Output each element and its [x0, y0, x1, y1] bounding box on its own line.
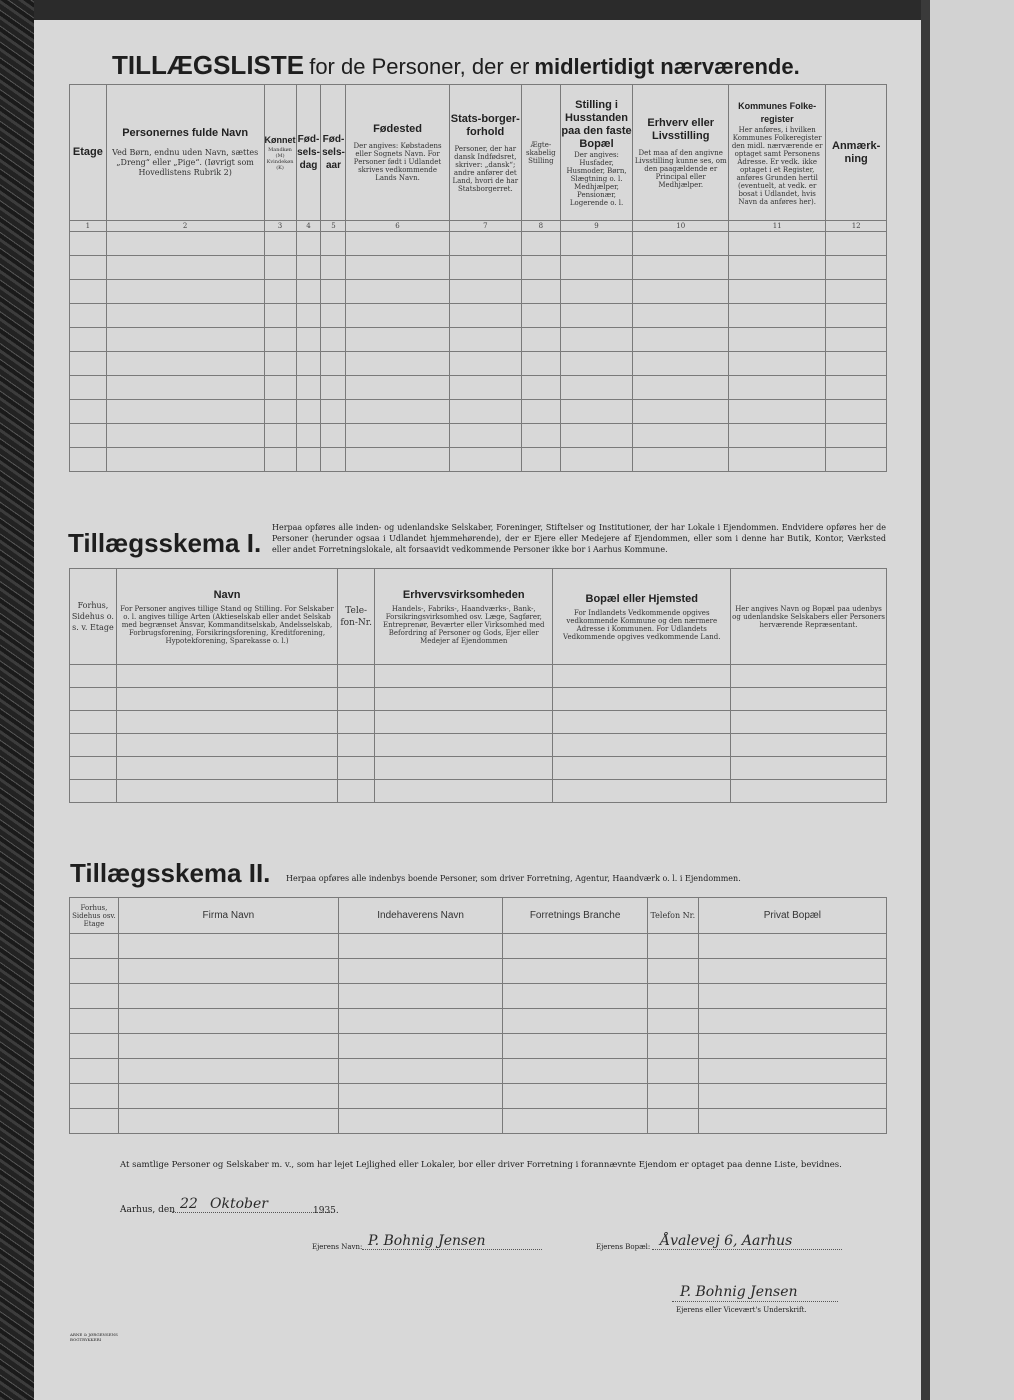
table-row [70, 959, 887, 984]
table-cell[interactable] [522, 424, 561, 448]
table-row [70, 711, 887, 734]
table-cell[interactable] [698, 1109, 886, 1134]
table-cell[interactable] [560, 376, 633, 400]
table-cell[interactable] [118, 959, 338, 984]
table-row [70, 1084, 887, 1109]
table-cell[interactable] [346, 256, 449, 280]
table-cell[interactable] [553, 711, 731, 734]
table-cell[interactable] [70, 352, 107, 376]
section2-title: Tillægsskema II. [70, 858, 271, 888]
section2-text: Herpaa opføres alle indenbys boende Personer, som driver Forretning, Agentur, Haandværk o. l. i Ejendommen. [286, 874, 741, 883]
printer-mark: ARNE & JØRGENSENS BOGTRYKKERI [70, 1332, 118, 1342]
table-cell[interactable] [698, 1034, 886, 1059]
table-cell[interactable] [116, 688, 337, 711]
table-cell[interactable] [346, 304, 449, 328]
table-cell[interactable] [296, 400, 321, 424]
table-row [70, 280, 887, 304]
table-cell[interactable] [296, 256, 321, 280]
col-remarks: Anmærk-ning [826, 85, 887, 221]
table-cell[interactable] [503, 1109, 648, 1134]
table-cell[interactable] [264, 400, 296, 424]
table-cell[interactable] [116, 711, 337, 734]
table-cell[interactable] [321, 424, 346, 448]
s1-col-repr: Her angives Navn og Bopæl paa udenbys og udenlandske Selskabers eller Personers herværende Repræsentant. [731, 569, 887, 665]
table-cell[interactable] [338, 1059, 502, 1084]
table-cell[interactable] [70, 400, 107, 424]
col-citizenship: Stats-borger-forhold Personer, der har dansk Indfødsret, skriver: „dansk“; andre anfører det Land, hvori de har Statsborgerret. [449, 85, 521, 221]
table-cell[interactable] [296, 448, 321, 472]
table-cell[interactable] [729, 424, 826, 448]
table-cell[interactable] [560, 448, 633, 472]
table-cell[interactable] [731, 711, 887, 734]
table-cell[interactable] [553, 757, 731, 780]
signature: P. Bohnig Jensen [680, 1284, 798, 1300]
table-cell[interactable] [70, 984, 119, 1009]
table-cell[interactable] [503, 1084, 648, 1109]
table-row [70, 256, 887, 280]
table-cell[interactable] [553, 665, 731, 688]
table-cell[interactable] [321, 376, 346, 400]
table-cell[interactable] [731, 688, 887, 711]
table-cell[interactable] [826, 448, 887, 472]
table-cell[interactable] [633, 400, 729, 424]
table-cell[interactable] [70, 711, 117, 734]
table-cell[interactable] [826, 304, 887, 328]
section2-table [69, 897, 887, 1134]
s1-col-bopael: Bopæl eller Hjemsted For Indlandets Vedkommende opgives vedkommende Kommune og den nærmere Adresse i Kommunen. For Udlandets Vedkommende opgives vedkommende Land. [553, 569, 731, 665]
table-cell[interactable] [522, 280, 561, 304]
table-cell[interactable] [729, 352, 826, 376]
table-cell[interactable] [522, 400, 561, 424]
table-cell[interactable] [346, 400, 449, 424]
table-cell[interactable] [449, 328, 521, 352]
table-cell[interactable] [70, 376, 107, 400]
table-row [70, 984, 887, 1009]
table-cell[interactable] [729, 280, 826, 304]
table-cell[interactable] [375, 734, 553, 757]
table-cell[interactable] [647, 959, 698, 984]
table-cell[interactable] [449, 256, 521, 280]
table-row [70, 448, 887, 472]
table-cell[interactable] [338, 934, 502, 959]
table-cell[interactable] [338, 780, 375, 803]
table-cell[interactable] [633, 256, 729, 280]
table-cell[interactable] [70, 665, 117, 688]
table-row [70, 665, 887, 688]
table-cell[interactable] [321, 352, 346, 376]
s2-col-etage: Forhus, Sidehus osv. Etage [70, 898, 119, 934]
table-cell[interactable] [264, 280, 296, 304]
table-cell[interactable] [338, 959, 502, 984]
section1-title: Tillægsskema I. [68, 528, 262, 558]
facing-page [930, 0, 1014, 1400]
table-cell[interactable] [560, 352, 633, 376]
table-cell[interactable] [296, 352, 321, 376]
table-cell[interactable] [698, 1009, 886, 1034]
table-cell[interactable] [338, 665, 375, 688]
table-cell[interactable] [375, 757, 553, 780]
table-cell[interactable] [264, 304, 296, 328]
table-cell[interactable] [116, 665, 337, 688]
table-cell[interactable] [338, 1009, 502, 1034]
table-cell[interactable] [264, 256, 296, 280]
table-cell[interactable] [375, 780, 553, 803]
table-cell[interactable] [346, 352, 449, 376]
table-cell[interactable] [296, 232, 321, 256]
col-name: Personernes fulde Navn Ved Børn, endnu uden Navn, sættes „Dreng“ eller „Pige“. (Iøvrigt som Hovedlistens Rubrik 2) [106, 85, 264, 221]
s2-col-branche: Forretnings Branche [503, 898, 648, 934]
table-cell[interactable] [647, 934, 698, 959]
table-cell[interactable] [731, 757, 887, 780]
s2-col-bopael: Privat Bopæl [698, 898, 886, 934]
table-cell[interactable] [338, 1109, 502, 1134]
table-cell[interactable] [633, 232, 729, 256]
table-cell[interactable] [338, 734, 375, 757]
table-cell[interactable] [70, 1059, 119, 1084]
table-cell[interactable] [647, 1059, 698, 1084]
table-cell[interactable] [321, 304, 346, 328]
table-cell[interactable] [321, 280, 346, 304]
table-cell[interactable] [647, 1034, 698, 1059]
table-row [70, 1059, 887, 1084]
table-cell[interactable] [729, 256, 826, 280]
table-row [70, 376, 887, 400]
col-birthplace: Fødested Der angives: Købstadens eller Sognets Navn. For Personer født i Udlandet skrives vedkommende Lands Navn. [346, 85, 449, 221]
col-household: Stilling i Husstanden paa den faste Bopæl Der angives: Husfader, Husmoder, Børn, Slægtning o. l. Medhjælper, Pensionær, Logerende o. l. [560, 85, 633, 221]
s2-col-firma: Firma Navn [118, 898, 338, 934]
table-cell[interactable] [826, 352, 887, 376]
col-etage: Etage [70, 85, 107, 221]
table-cell[interactable] [731, 665, 887, 688]
table-cell[interactable] [118, 1009, 338, 1034]
table-cell[interactable] [633, 352, 729, 376]
table-cell[interactable] [503, 1034, 648, 1059]
table-cell[interactable] [118, 984, 338, 1009]
table-cell[interactable] [346, 424, 449, 448]
table-cell[interactable] [106, 400, 264, 424]
address-line [652, 1249, 842, 1250]
table-cell[interactable] [633, 424, 729, 448]
table-cell[interactable] [70, 232, 107, 256]
table-cell[interactable] [522, 232, 561, 256]
table-cell[interactable] [729, 232, 826, 256]
signature-line [672, 1301, 838, 1302]
table-cell[interactable] [698, 1084, 886, 1109]
table-cell[interactable] [321, 256, 346, 280]
table-cell[interactable] [321, 400, 346, 424]
title-rest: for de Personer, der er [309, 54, 530, 79]
table-cell[interactable] [647, 1009, 698, 1034]
table-row [70, 352, 887, 376]
table-cell[interactable] [731, 734, 887, 757]
table-cell[interactable] [449, 376, 521, 400]
table-cell[interactable] [560, 400, 633, 424]
table-cell[interactable] [106, 256, 264, 280]
table-row [70, 1009, 887, 1034]
table-cell[interactable] [70, 280, 107, 304]
table-cell[interactable] [522, 256, 561, 280]
date-day: 22 [180, 1196, 198, 1212]
table-cell[interactable] [633, 448, 729, 472]
section1-table [69, 568, 887, 803]
col-birthyear: Fød-sels-aar [321, 85, 346, 221]
table-row [70, 232, 887, 256]
table-cell[interactable] [449, 280, 521, 304]
table-cell[interactable] [449, 400, 521, 424]
table-cell[interactable] [522, 304, 561, 328]
table-cell[interactable] [729, 376, 826, 400]
table-cell[interactable] [338, 1034, 502, 1059]
table-cell[interactable] [118, 1059, 338, 1084]
table-cell[interactable] [729, 304, 826, 328]
table-cell[interactable] [296, 304, 321, 328]
table-cell[interactable] [560, 328, 633, 352]
owner-address: Åvalevej 6, Aarhus [660, 1233, 793, 1249]
table-cell[interactable] [449, 304, 521, 328]
table-cell[interactable] [70, 757, 117, 780]
table-cell[interactable] [647, 1109, 698, 1134]
table-cell[interactable] [264, 424, 296, 448]
table-cell[interactable] [503, 1059, 648, 1084]
signature-label: Ejerens eller Vicevært's Underskrift. [676, 1306, 807, 1314]
table-cell[interactable] [553, 688, 731, 711]
table-row [70, 688, 887, 711]
table-cell[interactable] [264, 448, 296, 472]
table-cell[interactable] [70, 734, 117, 757]
table-cell[interactable] [560, 256, 633, 280]
table-cell[interactable] [826, 256, 887, 280]
table-cell[interactable] [321, 328, 346, 352]
table-cell[interactable] [116, 757, 337, 780]
table-cell[interactable] [449, 424, 521, 448]
table-cell[interactable] [522, 328, 561, 352]
table-cell[interactable] [633, 280, 729, 304]
table-cell[interactable] [338, 757, 375, 780]
page-title [112, 50, 852, 81]
table-cell[interactable] [449, 352, 521, 376]
table-row [70, 780, 887, 803]
table-cell[interactable] [338, 711, 375, 734]
table-cell[interactable] [106, 328, 264, 352]
table-cell[interactable] [106, 448, 264, 472]
table-cell[interactable] [106, 376, 264, 400]
table-cell[interactable] [560, 280, 633, 304]
table-cell[interactable] [296, 376, 321, 400]
table-cell[interactable] [70, 1084, 119, 1109]
address-label: Ejerens Bopæl: [596, 1243, 651, 1251]
table-cell[interactable] [449, 448, 521, 472]
table-cell[interactable] [70, 304, 107, 328]
col-marital: Ægte-skabelig Stilling [522, 85, 561, 221]
table-cell[interactable] [296, 424, 321, 448]
table-cell[interactable] [633, 304, 729, 328]
title-main: TILLÆGSLISTE [112, 50, 305, 80]
marbled-cover [0, 0, 34, 1400]
col-gender: Kønnet Mandkøn (M) Kvindekøn (K) [264, 85, 296, 221]
table-cell[interactable] [116, 780, 337, 803]
table-cell[interactable] [106, 280, 264, 304]
table-cell[interactable] [698, 1059, 886, 1084]
s2-col-telefon: Telefon Nr. [647, 898, 698, 934]
table-cell[interactable] [503, 959, 648, 984]
table-row [70, 424, 887, 448]
table-cell[interactable] [264, 376, 296, 400]
table-cell[interactable] [70, 688, 117, 711]
table-cell[interactable] [264, 232, 296, 256]
table-row [70, 304, 887, 328]
table-cell[interactable] [346, 280, 449, 304]
table-cell[interactable] [826, 280, 887, 304]
table-row [70, 1109, 887, 1134]
date-year: 1935. [313, 1206, 339, 1216]
table-cell[interactable] [70, 328, 107, 352]
table-row [70, 757, 887, 780]
main-list-table: Etage Personernes fulde Navn Ved Børn, endnu uden Navn, sættes „Dreng“ eller „Pige“. (Iøvrigt som Hovedlistens Rubrik 2) Kønnet Mandkøn (M) Kvindekøn (K) Fød-sels-dag Fød-sels-aar Fødested Der angives: Købstadens eller Sognets Navn. For Personer født i Udlandet skrives vedkommende Lands Navn. Stats-borger-forhold Personer, der har dansk Indfødsret, skriver: „dansk“; andre anfører det Land, hvori de har Statsborgerret. Ægte-skabelig Stilling Stilling i Husstanden paa den faste Bopæl Der angives: Husfader, Husmoder, Børn, Slægtning o. l. Medhjælper, Pensionær, Logerende o. l. Erhverv eller Livsstilling Det maa af den angivne Livsstilling kunne ses, om den paagældende er Principal eller Medhjælper. Kommunes Folke-register Her anføres, i hvilken Kommunes Folkeregister den midl. nærværende er optaget samt Personens Adresse. Er vedk. ikke optaget i et Register, anføres Grunden hertil (eventuelt, at vedk. er bosat i Udlandet, hvis Navn da anføres her). Anmærk-ning 1 2 3 4 5 6 7 8 9 10 11 12 [69, 84, 887, 472]
table-row [70, 734, 887, 757]
date-line [172, 1212, 332, 1213]
table-cell[interactable] [346, 448, 449, 472]
table-cell[interactable] [826, 328, 887, 352]
table-cell[interactable] [522, 352, 561, 376]
table-cell[interactable] [118, 1109, 338, 1134]
table-cell[interactable] [633, 328, 729, 352]
table-cell[interactable] [375, 665, 553, 688]
table-cell[interactable] [118, 1034, 338, 1059]
table-cell[interactable] [698, 934, 886, 959]
table-cell[interactable] [70, 934, 119, 959]
table-cell[interactable] [321, 232, 346, 256]
section1-text: Herpaa opføres alle inden- og udenlandske Selskaber, Foreninger, Stiftelser og Institutioner, der har Lokale i Ejendommen. Endvidere opføres her de Personer (herunder ogsaa i Udlandet hjemmehørende), der er Ejere eller Medejere af Ejendommen, eller som i denne har Butik, Kontor, Værksted eller andet Forretningslokale, alt forsaavidt vedkommende Personer ikke bor i Aarhus Kommune. [272, 523, 886, 554]
table-cell[interactable] [106, 424, 264, 448]
table-cell[interactable] [264, 352, 296, 376]
table-cell[interactable] [826, 400, 887, 424]
date-place: Aarhus, den [120, 1205, 175, 1215]
table-cell[interactable] [375, 711, 553, 734]
table-cell[interactable] [647, 1084, 698, 1109]
table-cell[interactable] [503, 934, 648, 959]
table-cell[interactable] [553, 734, 731, 757]
owner-line [362, 1249, 542, 1250]
col-occupation: Erhverv eller Livsstilling Det maa af den angivne Livsstilling kunne ses, om den paagældende er Principal eller Medhjælper. [633, 85, 729, 221]
table-cell[interactable] [826, 232, 887, 256]
col-register: Kommunes Folke-register Her anføres, i hvilken Kommunes Folkeregister den midl. nærværende er optaget samt Personens Adresse. Er vedk. ikke optaget i et Register, anføres Grunden hertil (eventuelt, at vedk. er bosat i Udlandet, hvis Navn da anføres her). [729, 85, 826, 221]
table-cell[interactable] [553, 780, 731, 803]
table-cell[interactable] [70, 780, 117, 803]
table-cell[interactable] [338, 1084, 502, 1109]
date-month: Oktober [210, 1196, 268, 1212]
table-cell[interactable] [118, 1084, 338, 1109]
table-row [70, 1034, 887, 1059]
table-cell[interactable] [647, 984, 698, 1009]
table-cell[interactable] [296, 280, 321, 304]
table-cell[interactable] [826, 424, 887, 448]
table-cell[interactable] [522, 376, 561, 400]
table-cell[interactable] [826, 376, 887, 400]
s1-col-erhverv: Erhvervsvirksomheden Handels-, Fabriks-, Haandværks-, Bank-, Forsikringsvirksomhed osv. Læge, Sagfører, Entreprenør, Beværter eller Virksomhed med Befordring af Personer og Gods, Ejer eller Medejer af Ejendommen [375, 569, 553, 665]
owner-name: P. Bohnig Jensen [368, 1233, 486, 1249]
table-cell[interactable] [70, 1009, 119, 1034]
table-cell[interactable] [70, 256, 107, 280]
table-cell[interactable] [346, 232, 449, 256]
table-cell[interactable] [70, 1034, 119, 1059]
table-cell[interactable] [560, 424, 633, 448]
table-cell[interactable] [560, 232, 633, 256]
table-cell[interactable] [449, 232, 521, 256]
col-birthday: Fød-sels-dag [296, 85, 321, 221]
table-cell[interactable] [560, 304, 633, 328]
table-cell[interactable] [503, 984, 648, 1009]
table-cell[interactable] [729, 448, 826, 472]
table-cell[interactable] [503, 1009, 648, 1034]
table-cell[interactable] [106, 232, 264, 256]
table-cell[interactable] [321, 448, 346, 472]
table-cell[interactable] [729, 328, 826, 352]
table-cell[interactable] [338, 688, 375, 711]
table-cell[interactable] [70, 1109, 119, 1134]
table-cell[interactable] [70, 424, 107, 448]
table-cell[interactable] [70, 959, 119, 984]
table-cell[interactable] [264, 328, 296, 352]
s2-col-indehaver: Indehaverens Navn [338, 898, 502, 934]
table-row [70, 934, 887, 959]
table-cell[interactable] [729, 400, 826, 424]
table-row [70, 400, 887, 424]
table-row [70, 328, 887, 352]
owner-label: Ejerens Navn: [312, 1243, 363, 1251]
table-cell[interactable] [118, 934, 338, 959]
table-cell[interactable] [116, 734, 337, 757]
table-cell[interactable] [375, 688, 553, 711]
table-cell[interactable] [296, 328, 321, 352]
table-cell[interactable] [106, 304, 264, 328]
table-cell[interactable] [698, 984, 886, 1009]
footer-statement: At samtlige Personer og Selskaber m. v., som har lejet Lejlighed eller Lokaler, bor eller driver Forretning i forannævnte Ejendom er optaget paa denne Liste, bevidnes. [120, 1160, 842, 1170]
table-cell[interactable] [338, 984, 502, 1009]
table-cell[interactable] [346, 376, 449, 400]
s1-col-etage: Forhus, Sidehus o. s. v. Etage [70, 569, 117, 665]
title-bold: midlertidigt nærværende. [534, 54, 800, 79]
s1-col-telefon: Tele-fon-Nr. [338, 569, 375, 665]
table-cell[interactable] [698, 959, 886, 984]
table-cell[interactable] [731, 780, 887, 803]
s1-col-navn: Navn For Personer angives tillige Stand og Stilling. For Selskaber o. l. angives tillige Arten (Aktieselskab eller andet Selskab med begrænset Ansvar, Kommanditselskab, Andelsselskab, Forbrugsforening, Forsikringsforening, Kreditforening, Hypotekforening, Sparekasse o. l.) [116, 569, 337, 665]
table-cell[interactable] [70, 448, 107, 472]
table-cell[interactable] [633, 376, 729, 400]
table-cell[interactable] [522, 448, 561, 472]
table-cell[interactable] [106, 352, 264, 376]
table-cell[interactable] [346, 328, 449, 352]
